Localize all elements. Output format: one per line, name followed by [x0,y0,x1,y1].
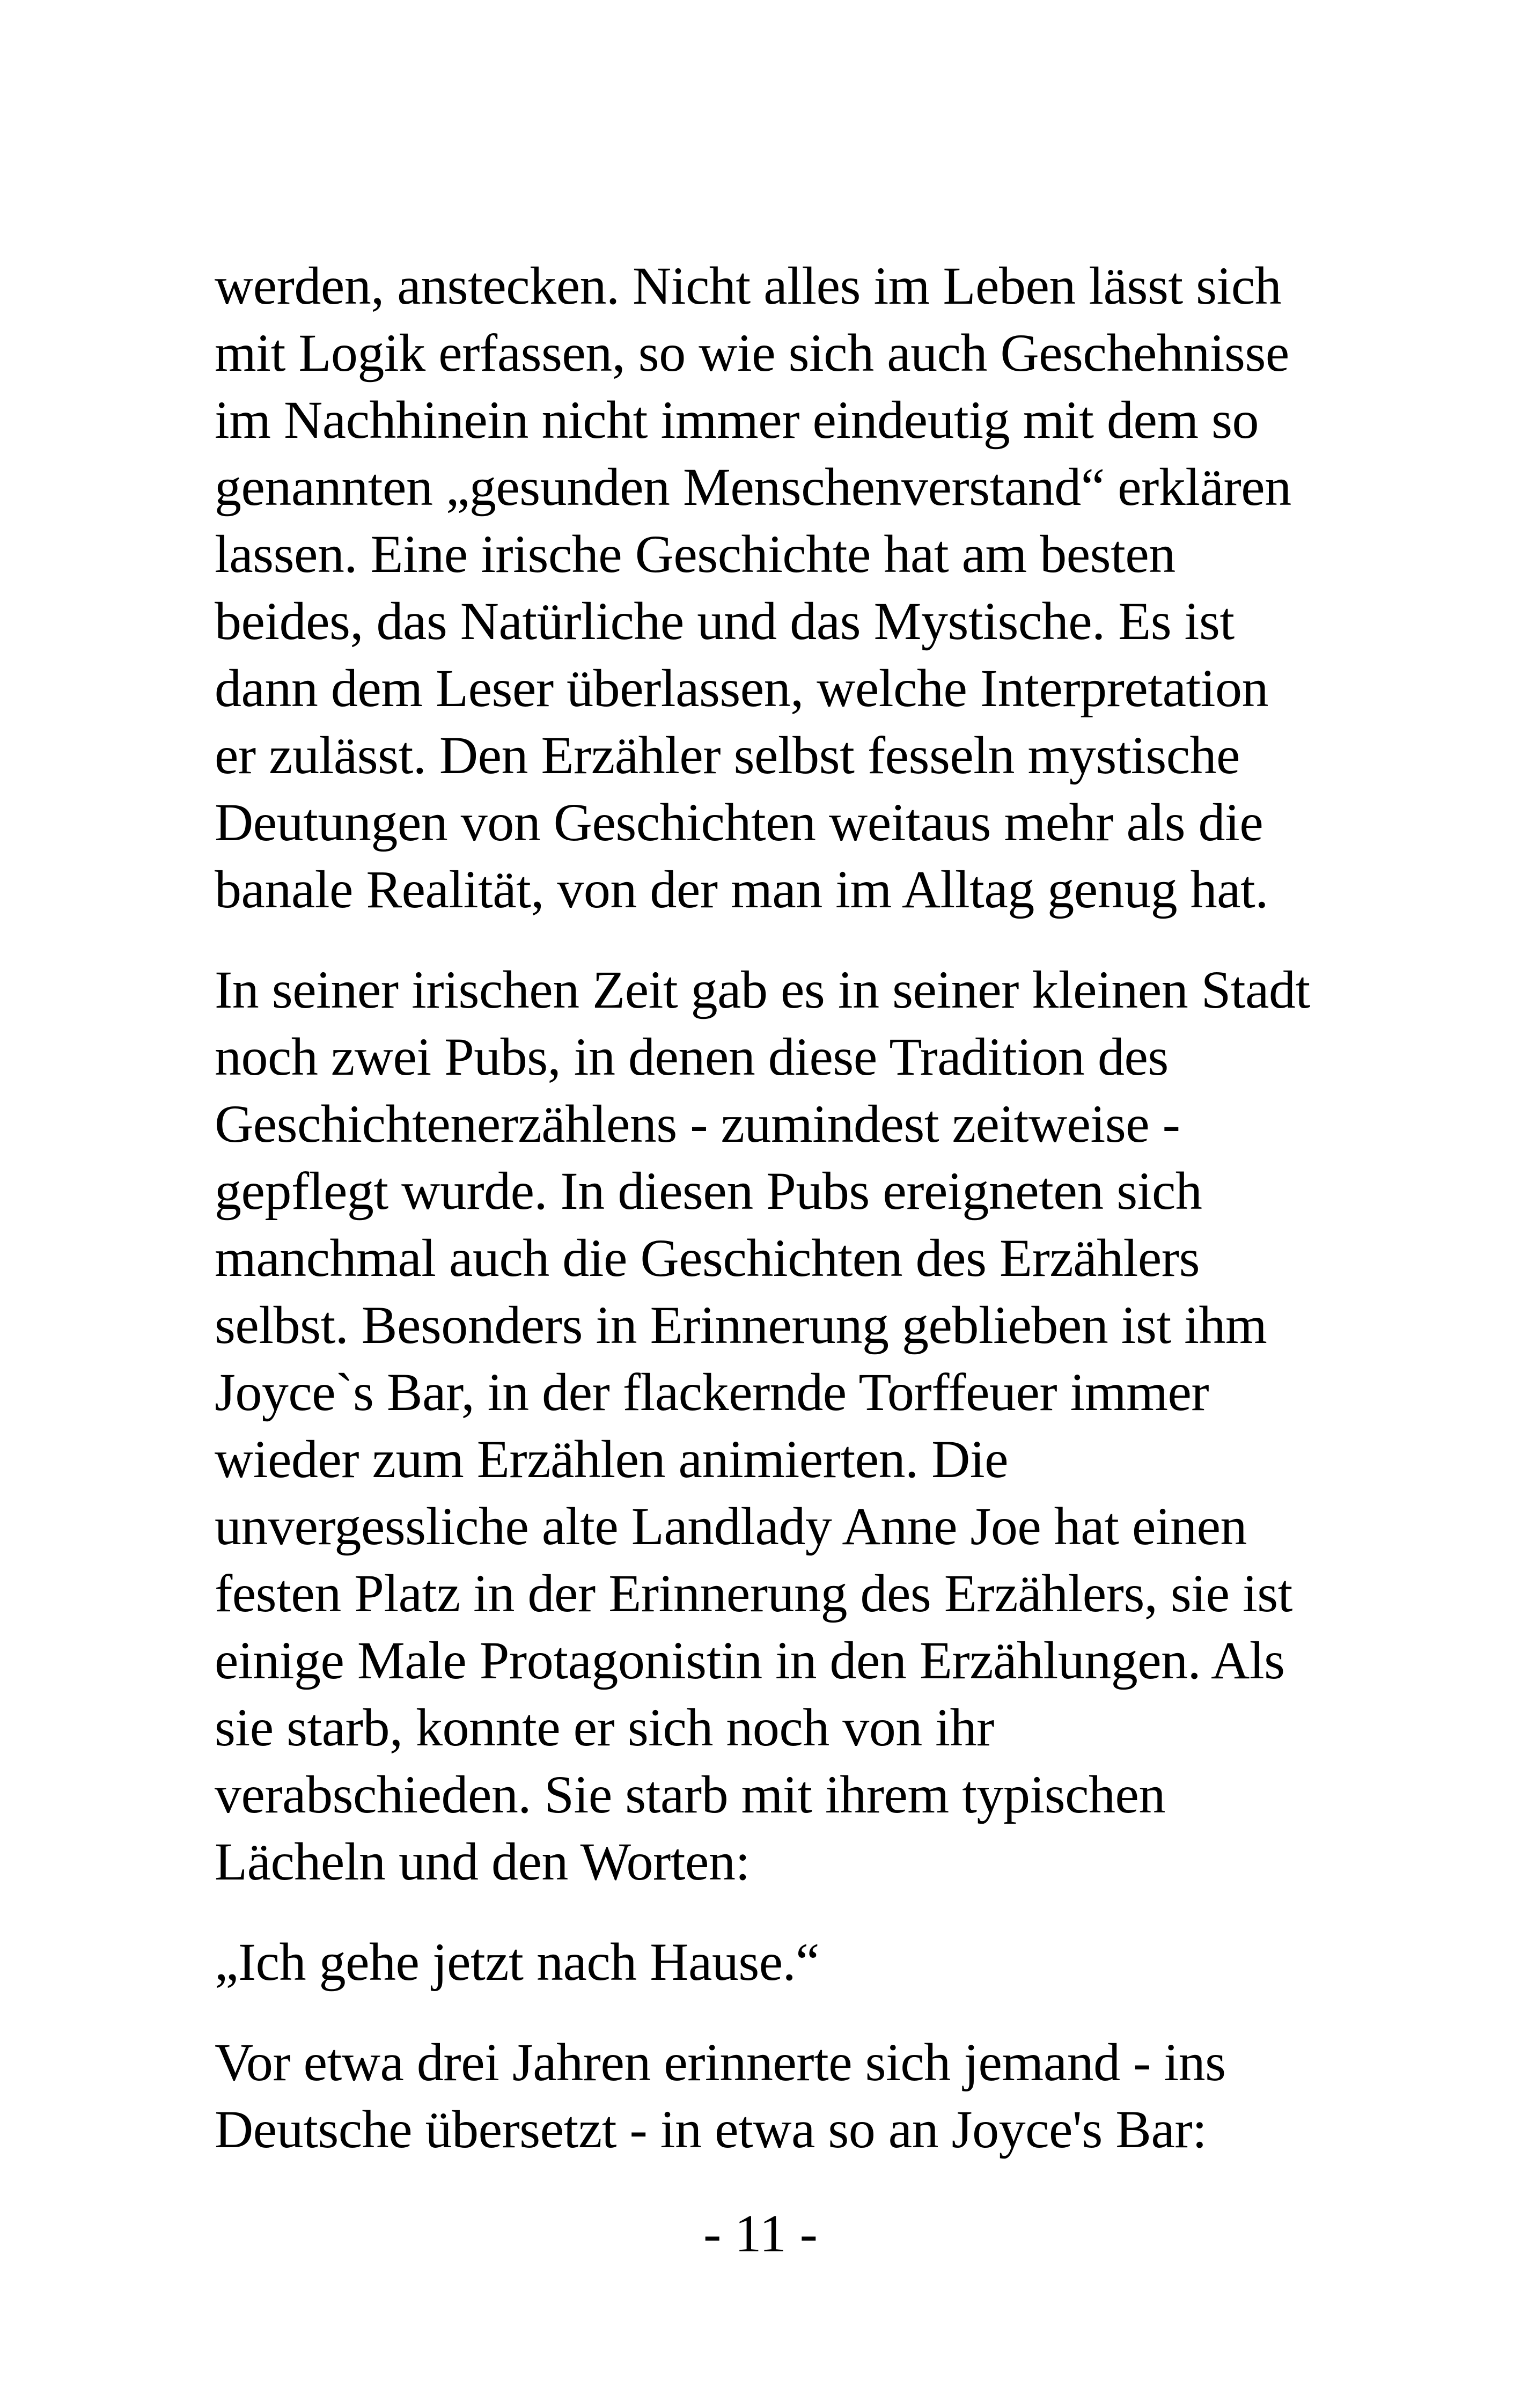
paragraph-quote: „Ich gehe jetzt nach Hause.“ [215,1932,820,1992]
paragraph-2: In seiner irischen Zeit gab es in seiner kleinen Stadt noch zwei Pubs, in denen diese Tradition des Geschichtenerzählens - zumindest zeitweise - gepflegt wurde. In diesen Pubs ereigneten sich manchmal auch die Geschichten des Erzählers selbst. Besonders in Erinnerung geblieben ist ihm Joyce`s Bar, in der flackernde Torffeuer immer wieder zum Erzählen animierten. Die unvergessliche alte Landlady Anne Joe hat einen festen Platz in der Erinnerung des Erzählers, sie ist einige Male Protagonistin in den Erzählungen. Als sie starb, konnte er sich noch von ihr verabschieden. Sie starb mit ihrem typischen Lächeln und den Worten: [215,960,1310,1891]
paragraph-1: werden, anstecken. Nicht alles im Leben lässt sich mit Logik erfassen, so wie sich auch Geschehnisse im Nachhinein nicht immer eindeutig mit dem so genannten „gesunden Menschenverstand“ erklären lassen. Eine irische Geschichte hat am besten beides, das Natürliche und das Mystische. Es ist dann dem Leser überlassen, welche Interpretation er zulässt. Den Erzähler selbst fesseln mystische Deutungen von Geschichten weitaus mehr als die banale Realität, von der man im Alltag genug hat. [215,256,1291,919]
body-text [215,252,1331,2196]
paragraph-4: Vor etwa drei Jahren erinnerte sich jemand - ins Deutsche übersetzt - in etwa so an Joyce's Bar: [215,2032,1226,2159]
page-number: - 11 - [703,2204,818,2263]
